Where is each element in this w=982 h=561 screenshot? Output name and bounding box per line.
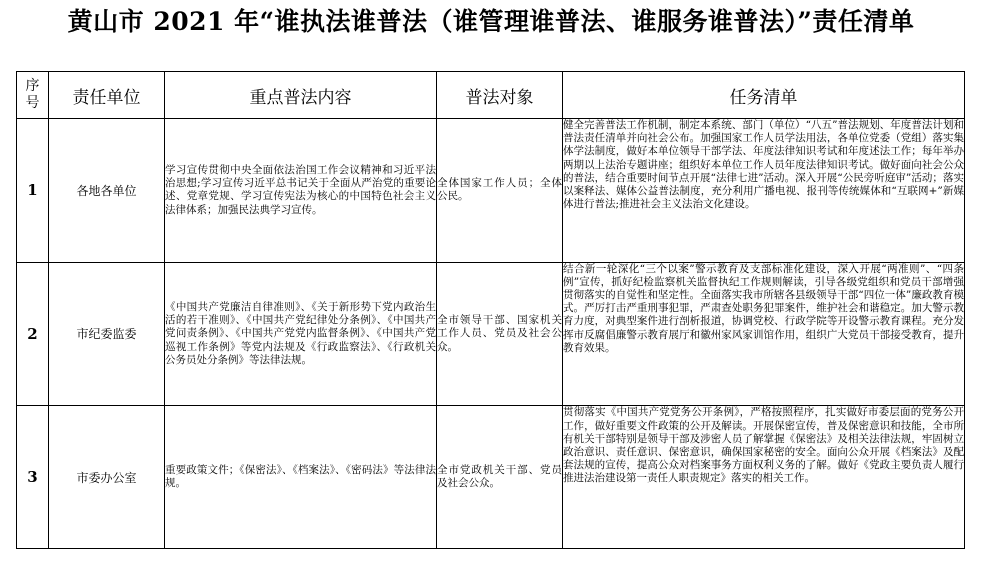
key-content: 学习宣传贯彻中央全面依法治国工作会议精神和习近平法治思想;学习宣传习近平总书记关于全面从严治党的重要论述、党章党规、学习宣传宪法为核心的中国特色社会主义法律体系；加强民法典学习宣传。 (165, 119, 437, 263)
target-audience: 全体国家工作人员；全体公民。 (437, 119, 563, 263)
row-number: 3 (17, 406, 49, 549)
key-content: 《中国共产党廉洁自律准则》、《关于新形势下党内政治生活的若干准则》、《中国共产党纪律处分条例》、《中国共产党问责条例》、《中国共产党党内监督条例》、《中国共产党巡视工作条例》等党内法规及《行政监察法》、《行政机关公务员处分条例》等法律法规。 (165, 262, 437, 406)
task-list: 结合新一轮深化“三个以案”警示教育及支部标准化建设，深入开展“两准则”、“四条例”宣传，抓好纪检监察机关监督执纪工作规则解读，引导各级党组织和党员干部增强贯彻落实的自觉性和坚定性。全面落实我市所辖各县级领导干部“四位一体”廉政教育模式。严厉打击严重刑事犯罪，严肃查处职务犯罪案件，维护社会和谐稳定。加大警示教育力度，对典型案件进行剖析报道，协调党校、行政学院等开设警示教育课程。充分发挥市反腐倡廉警示教育展厅和徽州家风家训馆作用，组织广大党员干部接受教育，提升教育效果。 (563, 262, 965, 406)
responsibility-table (16, 71, 965, 549)
table-header-row (17, 72, 965, 119)
task-list: 贯彻落实《中国共产党党务公开条例》，严格按照程序，扎实做好市委层面的党务公开工作，做好重要文件政策的公开及解读。开展保密宣传，普及保密意识和技能，全市所有机关干部特别是领导干部及涉密人员了解掌握《保密法》及相关法律法规，牢固树立政治意识、责任意识、保密意识，确保国家秘密的安全。面向公众开展《档案法》及配套法规的宣传，提高公众对档案事务方面权利义务的了解。做好《党政主要负责人履行推进法治建设第一责任人职责规定》落实的相关工作。 (563, 406, 965, 549)
responsible-unit: 各地各单位 (49, 119, 165, 263)
responsible-unit: 市委办公室 (49, 406, 165, 549)
target-audience: 全市领导干部、国家机关工作人员、党员及社会公众。 (437, 262, 563, 406)
task-list: 健全完善普法工作机制，制定本系统、部门（单位）“八五”普法规划、年度普法计划和普法责任清单并向社会公布。加强国家工作人员学法用法，各单位党委（党组）落实集体学法制度，做好本单位领导干部学法、年度法律知识考试和年度述法工作；每年举办两期以上法治专题讲座；组织好本单位工作人员年度法律知识考试。做好面向社会公众的普法，结合重要时间节点开展“法律七进”活动。深入开展“公民旁听庭审”活动；落实以案释法、媒体公益普法制度，充分利用广播电视、报刊等传统媒体和“互联网+”新媒体进行普法;推进社会主义法治文化建设。 (563, 119, 965, 263)
key-content: 重要政策文件；《保密法》、《档案法》、《密码法》等法律法规。 (165, 406, 437, 549)
header-target: 普法对象 (437, 72, 563, 119)
header-seq: 序号 (17, 72, 49, 119)
table-row (17, 119, 965, 263)
responsible-unit: 市纪委监委 (49, 262, 165, 406)
header-unit: 责任单位 (49, 72, 165, 119)
row-number: 2 (17, 262, 49, 406)
row-number: 1 (17, 119, 49, 263)
target-audience: 全市党政机关干部、党员及社会公众。 (437, 406, 563, 549)
header-tasks: 任务清单 (563, 72, 965, 119)
table-row (17, 406, 965, 549)
header-content: 重点普法内容 (165, 72, 437, 119)
table-row (17, 262, 965, 406)
page-title: 黄山市 2021 年“谁执法谁普法（谁管理谁普法、谁服务谁普法）”责任清单 (67, 7, 915, 36)
